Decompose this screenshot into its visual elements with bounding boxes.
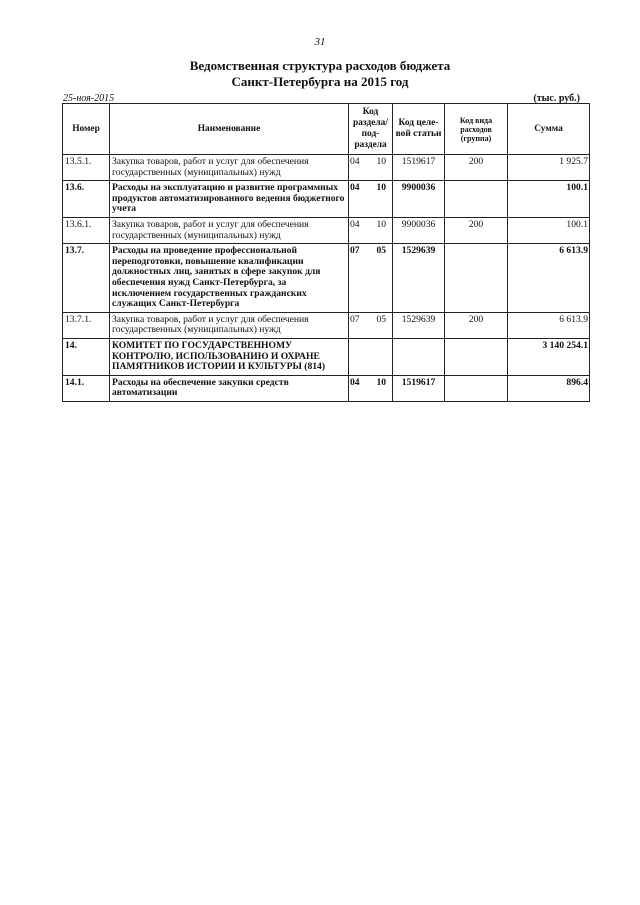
table-row bbox=[63, 244, 590, 313]
row-subsection: 10 bbox=[371, 375, 393, 401]
row-number: 14.1. bbox=[63, 375, 110, 401]
row-number: 13.6.1. bbox=[63, 217, 110, 243]
row-sum: 100.1 bbox=[508, 181, 590, 218]
table-row bbox=[63, 155, 590, 181]
page-number: 31 bbox=[314, 36, 326, 48]
row-sum: 6 613.9 bbox=[508, 244, 590, 313]
row-number: 13.7. bbox=[63, 244, 110, 313]
row-name: Закупка товаров, работ и услуг для обеспечения государственных (муниципальных) нужд bbox=[110, 312, 349, 338]
row-expense-type: 200 bbox=[445, 312, 508, 338]
row-expense-type bbox=[445, 375, 508, 401]
row-section: 07 bbox=[349, 312, 371, 338]
row-section: 04 bbox=[349, 155, 371, 181]
document-date: 25-ноя-2015 bbox=[63, 93, 115, 104]
row-subsection: 05 bbox=[371, 244, 393, 313]
row-section: 04 bbox=[349, 375, 371, 401]
budget-table bbox=[62, 103, 590, 402]
row-number: 14. bbox=[63, 338, 110, 375]
row-subsection: 10 bbox=[371, 155, 393, 181]
row-sum: 100.1 bbox=[508, 217, 590, 243]
row-sum: 896.4 bbox=[508, 375, 590, 401]
row-target-code: 9900036 bbox=[393, 217, 445, 243]
row-target-code: 1529639 bbox=[393, 312, 445, 338]
table-row bbox=[63, 181, 590, 218]
header-expense-type: Код вида расходов (группа) bbox=[445, 104, 508, 155]
row-subsection: 05 bbox=[371, 312, 393, 338]
table-row bbox=[63, 375, 590, 401]
title-line-2: Санкт-Петербурга на 2015 год bbox=[231, 74, 409, 89]
row-target-code: 9900036 bbox=[393, 181, 445, 218]
row-target-code: 1529639 bbox=[393, 244, 445, 313]
row-target-code bbox=[393, 338, 445, 375]
row-section: 04 bbox=[349, 181, 371, 218]
row-subsection bbox=[371, 338, 393, 375]
table-row bbox=[63, 312, 590, 338]
row-expense-type: 200 bbox=[445, 155, 508, 181]
row-expense-type bbox=[445, 244, 508, 313]
table-body bbox=[63, 155, 590, 402]
row-target-code: 1519617 bbox=[393, 375, 445, 401]
header-sum: Сумма bbox=[508, 104, 590, 155]
row-sum: 3 140 254.1 bbox=[508, 338, 590, 375]
row-section: 04 bbox=[349, 217, 371, 243]
row-number: 13.6. bbox=[63, 181, 110, 218]
table-row bbox=[63, 338, 590, 375]
row-number: 13.5.1. bbox=[63, 155, 110, 181]
row-name: Расходы на проведение профессиональной переподготовки, повышение квалификации должностных лиц, занятых в сфере закупок для обеспечения нужд Санкт-Петербурга, за исключением государственных гражданских служащих Санкт-Петербурга bbox=[110, 244, 349, 313]
header-name: Наименование bbox=[110, 104, 349, 155]
row-expense-type: 200 bbox=[445, 217, 508, 243]
document-title bbox=[0, 58, 640, 90]
row-name: Расходы на эксплуатацию и развитие программных продуктов автоматизированного ведения бюджетного учета bbox=[110, 181, 349, 218]
row-section: 07 bbox=[349, 244, 371, 313]
title-line-1: Ведомственная структура расходов бюджета bbox=[189, 58, 451, 73]
row-expense-type bbox=[445, 181, 508, 218]
row-subsection: 10 bbox=[371, 217, 393, 243]
row-name: Закупка товаров, работ и услуг для обеспечения государственных (муниципальных) нужд bbox=[110, 155, 349, 181]
units-label: (тыс. руб.) bbox=[533, 93, 580, 104]
row-sum: 1 925.7 bbox=[508, 155, 590, 181]
row-subsection: 10 bbox=[371, 181, 393, 218]
header-target-code: Код целе- вой статьи bbox=[393, 104, 445, 155]
row-name: Закупка товаров, работ и услуг для обеспечения государственных (муниципальных) нужд bbox=[110, 217, 349, 243]
row-number: 13.7.1. bbox=[63, 312, 110, 338]
row-target-code: 1519617 bbox=[393, 155, 445, 181]
row-expense-type bbox=[445, 338, 508, 375]
header-number: Номер bbox=[63, 104, 110, 155]
header-section-code: Код раздела/ под- раздела bbox=[349, 104, 393, 155]
row-sum: 6 613.9 bbox=[508, 312, 590, 338]
table-row bbox=[63, 217, 590, 243]
row-section bbox=[349, 338, 371, 375]
row-name: КОМИТЕТ ПО ГОСУДАРСТВЕННОМУ КОНТРОЛЮ, ИСПОЛЬЗОВАНИЮ И ОХРАНЕ ПАМЯТНИКОВ ИСТОРИИ И КУЛЬТУРЫ (814) bbox=[110, 338, 349, 375]
row-name: Расходы на обеспечение закупки средств автоматизации bbox=[110, 375, 349, 401]
